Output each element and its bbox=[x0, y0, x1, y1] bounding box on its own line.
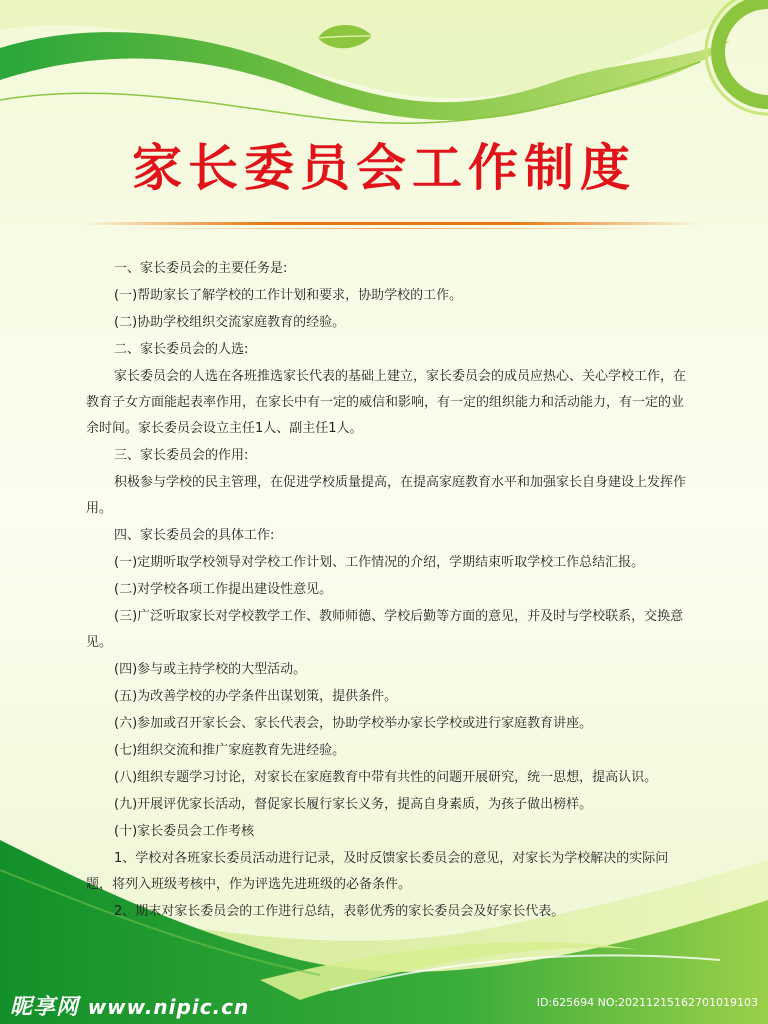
document-body bbox=[86, 256, 686, 926]
watermark-brand: 昵享网 bbox=[10, 995, 80, 1020]
title-divider bbox=[80, 222, 700, 225]
list-item: (九)开展评优家长活动，督促家长履行家长义务，提高自身素质，为孩子做出榜样。 bbox=[114, 797, 593, 812]
section-heading: 四、家长委员会的具体工作: bbox=[114, 528, 275, 543]
paragraph: 1、学校对各班家长委员活动进行记录，及时反馈家长委员会的意见，对家长为学校解决的实际问题，将列入班级考核中，作为评选先进班级的必备条件。 bbox=[86, 851, 669, 892]
title-divider-thin bbox=[120, 228, 660, 229]
list-item: (五)为改善学校的办学条件出谋划策，提供条件。 bbox=[114, 689, 398, 704]
list-item: (一)定期听取学校领导对学校工作计划、工作情况的介绍，学期结束听取学校工作总结汇报。 bbox=[114, 555, 645, 570]
list-item: (八)组织专题学习讨论，对家长在家庭教育中带有共性的问题开展研究，统一思想，提高认识。 bbox=[114, 770, 658, 785]
list-item: (三)广泛听取家长对学校教学工作、教师师德、学校后勤等方面的意见，并及时与学校联系，交换意见。 bbox=[86, 609, 684, 650]
section-heading: 二、家长委员会的人选: bbox=[114, 342, 249, 357]
list-item: (二)协助学校组织交流家庭教育的经验。 bbox=[114, 315, 346, 330]
list-item: (二)对学校各项工作提出建设性意见。 bbox=[114, 582, 333, 597]
paragraph: 2、期末对家长委员会的工作进行总结，表彰优秀的家长委员会及好家长代表。 bbox=[114, 904, 565, 919]
list-item: (十)家长委员会工作考核 bbox=[114, 824, 255, 839]
paragraph: 家长委员会的人选在各班推选家长代表的基础上建立，家长委员会的成员应热心、关心学校工作，在教育子女方面能起表率作用，在家长中有一定的威信和影响，有一定的组织能力和活动能力，有一定的业余时间。家长委员会设立主任1人、副主任1人。 bbox=[86, 369, 687, 436]
section-heading: 三、家长委员会的作用: bbox=[114, 448, 249, 463]
list-item: (一)帮助家长了解学校的工作计划和要求，协助学校的工作。 bbox=[114, 288, 463, 303]
section-heading: 一、家长委员会的主要任务是: bbox=[114, 261, 288, 276]
watermark-id: ID:625694 NO:20211215162701019103 bbox=[536, 996, 758, 1009]
watermark-url: www.nipic.cn bbox=[87, 995, 250, 1019]
page-title: 家长委员会工作制度 bbox=[132, 139, 636, 197]
list-item: (六)参加或召开家长会、家长代表会，协助学校举办家长学校或进行家庭教育讲座。 bbox=[114, 716, 593, 731]
list-item: (四)参与或主持学校的大型活动。 bbox=[114, 662, 307, 677]
paragraph: 积极参与学校的民主管理，在促进学校质量提高，在提高家庭教育水平和加强家长自身建设上发挥作用。 bbox=[86, 475, 687, 516]
list-item: (七)组织交流和推广家庭教育先进经验。 bbox=[114, 743, 346, 758]
watermark-logo bbox=[10, 990, 249, 1021]
